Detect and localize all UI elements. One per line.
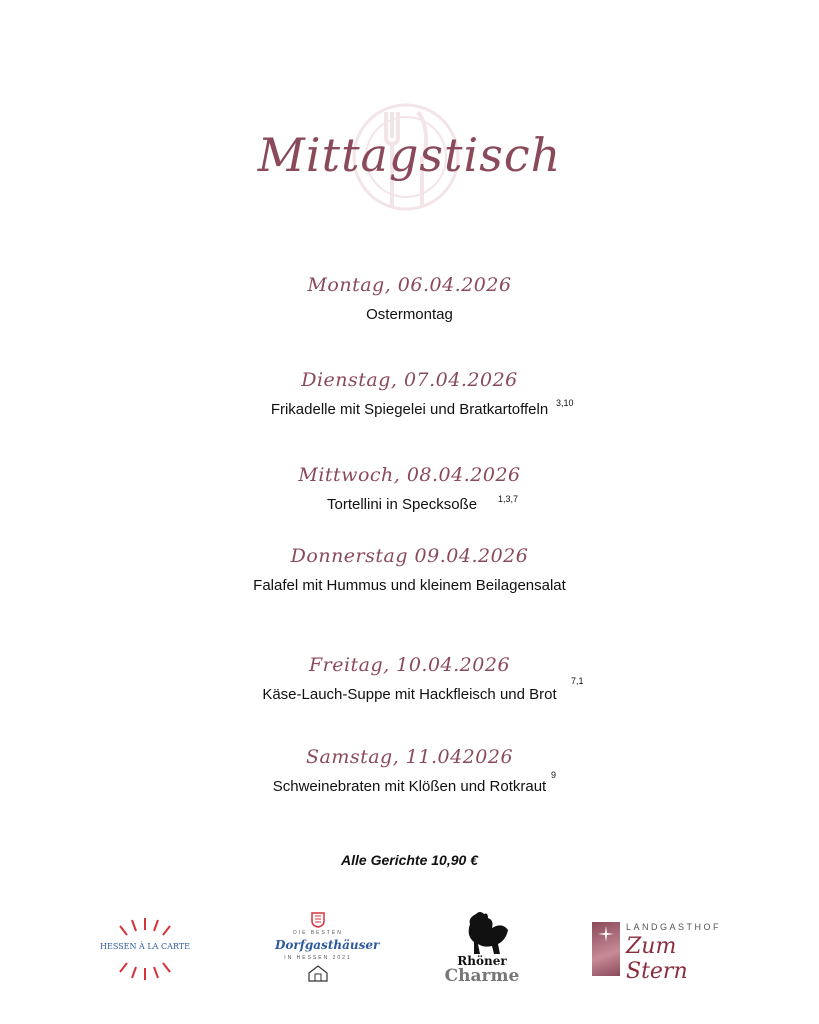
dish-text: Frikadelle mit Spiegelei und Bratkartoffeln (270, 401, 549, 418)
rhoener-charme-logo (440, 910, 524, 986)
dish-text: Tortellini in Specksoße (327, 496, 478, 513)
charme-text: Charme (444, 966, 520, 986)
dorf-name-text: Dorfgasthäuser (275, 938, 380, 952)
day-heading: Montag, 06.04.2026 (307, 274, 512, 296)
allergen-note: 1,3,7 (498, 494, 519, 504)
allergen-note: 7,1 (571, 676, 584, 686)
dish-text: Ostermontag (366, 306, 453, 323)
dish-text: Schweinebraten mit Klößen und Rotkraut (272, 778, 547, 795)
rhoener-text: Rhöner (457, 954, 507, 968)
dorfgasthaeuser-logo (275, 912, 380, 986)
hessen-a-la-carte-logo (98, 916, 192, 982)
day-heading: Freitag, 10.04.2026 (308, 654, 511, 676)
dorf-top-text: DIE BESTEN (293, 930, 343, 936)
day-heading: Donnerstag 09.04.2026 (290, 545, 529, 567)
hessen-logo-text: HESSEN À LA CARTE (100, 942, 190, 951)
crest-icon (311, 912, 325, 928)
stern-top-text: LANDGASTHOF (626, 922, 722, 932)
price-note: Alle Gerichte 10,90 € (341, 852, 478, 868)
rooster-icon (462, 910, 510, 956)
allergen-note: 3,10 (556, 398, 574, 408)
star-icon (598, 926, 614, 942)
house-icon (307, 964, 329, 982)
page-title: Mittagstisch (257, 128, 562, 182)
dish-text: Käse-Lauch-Suppe mit Hackfleisch und Brot (262, 686, 557, 703)
stern-name-text: Zum Stern (626, 934, 688, 984)
zum-stern-logo (590, 920, 740, 984)
day-heading: Samstag, 11.042026 (305, 746, 514, 768)
dorf-sub-text: IN HESSEN 2021 (284, 955, 352, 961)
dish-text: Falafel mit Hummus und kleinem Beilagensalat (253, 577, 566, 594)
day-heading: Mittwoch, 08.04.2026 (298, 464, 521, 486)
day-heading: Dienstag, 07.04.2026 (301, 369, 518, 391)
allergen-note: 9 (551, 770, 557, 780)
